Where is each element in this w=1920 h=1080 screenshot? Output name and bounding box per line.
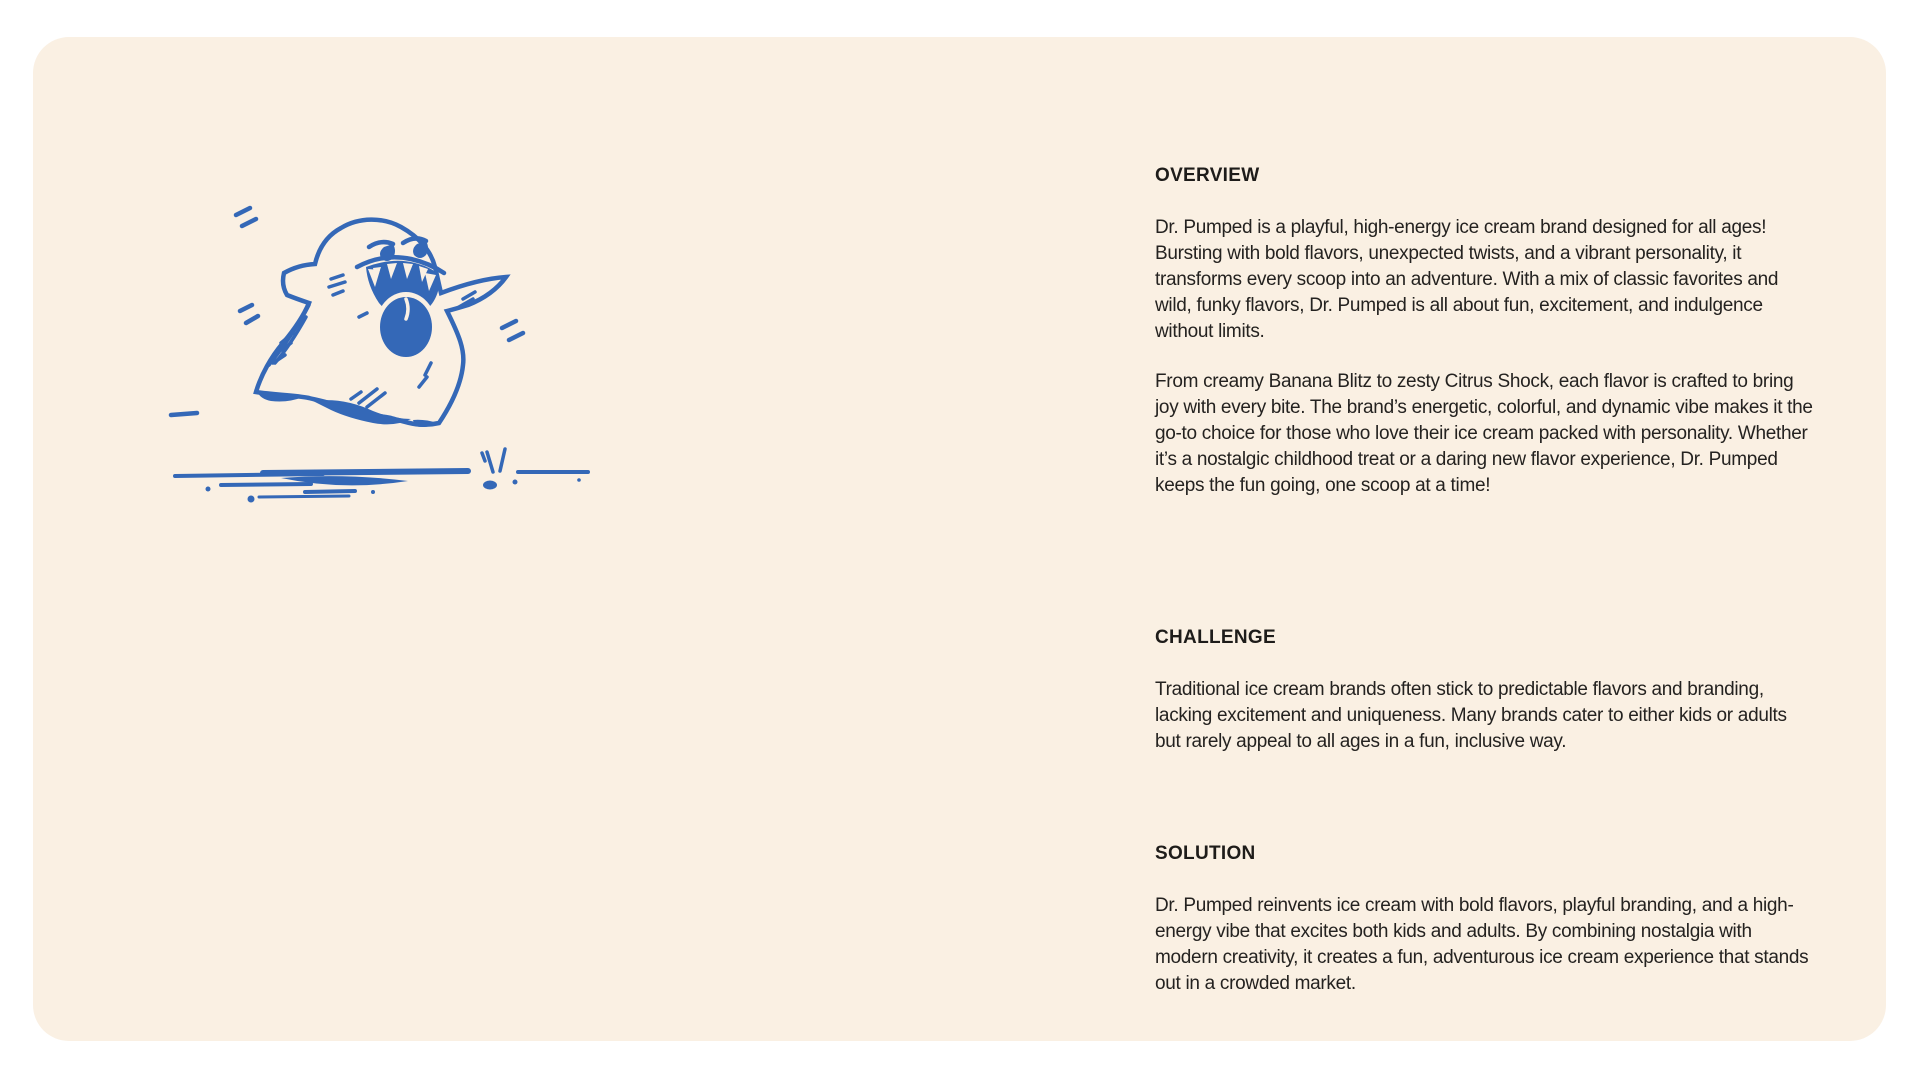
- challenge-heading: CHALLENGE: [1155, 627, 1276, 648]
- section-overview: [1155, 163, 1817, 499]
- ghost-mascot-illustration: [163, 195, 623, 515]
- solution-heading: SOLUTION: [1155, 843, 1256, 864]
- grass-tuft-icon: [482, 449, 505, 472]
- section-challenge: [1155, 625, 1817, 755]
- case-study-card: [33, 37, 1886, 1041]
- solution-paragraph: Dr. Pumped reinvents ice cream with bold flavors, playful branding, and a high-energy vibe that excites both kids and adults. By combining nostalgia with modern creativity, it creates a fun, adventurous ice cream experience that stands out in a crowded market.: [1155, 895, 1809, 994]
- section-solution: [1155, 841, 1817, 997]
- overview-heading: OVERVIEW: [1155, 165, 1260, 186]
- challenge-paragraph: Traditional ice cream brands often stick to predictable flavors and branding, lacking excitement and uniqueness. Many brands cater to either kids or adults but rarely appeal to all ages in a fun, inclusive way.: [1155, 679, 1787, 752]
- ghost-tongue: [376, 292, 436, 360]
- overview-paragraph-2: From creamy Banana Blitz to zesty Citrus Shock, each flavor is crafted to bring joy with every bite. The brand’s energetic, colorful, and dynamic vibe makes it the go-to choice for those who love their ice cream packed with personality. Whether it’s a nostalgic childhood treat or a daring new flavor experience, Dr. Pumped keeps the fun going, one scoop at a time!: [1155, 371, 1813, 496]
- overview-paragraph-1: Dr. Pumped is a playful, high-energy ice cream brand designed for all ages! Bursting with bold flavors, unexpected twists, and a vibrant personality, it transforms every scoop into an adventure. With a mix of classic favorites and wild, funky flavors, Dr. Pumped is all about fun, excitement, and indulgence without limits.: [1155, 217, 1779, 342]
- ground-shadow: [175, 449, 588, 503]
